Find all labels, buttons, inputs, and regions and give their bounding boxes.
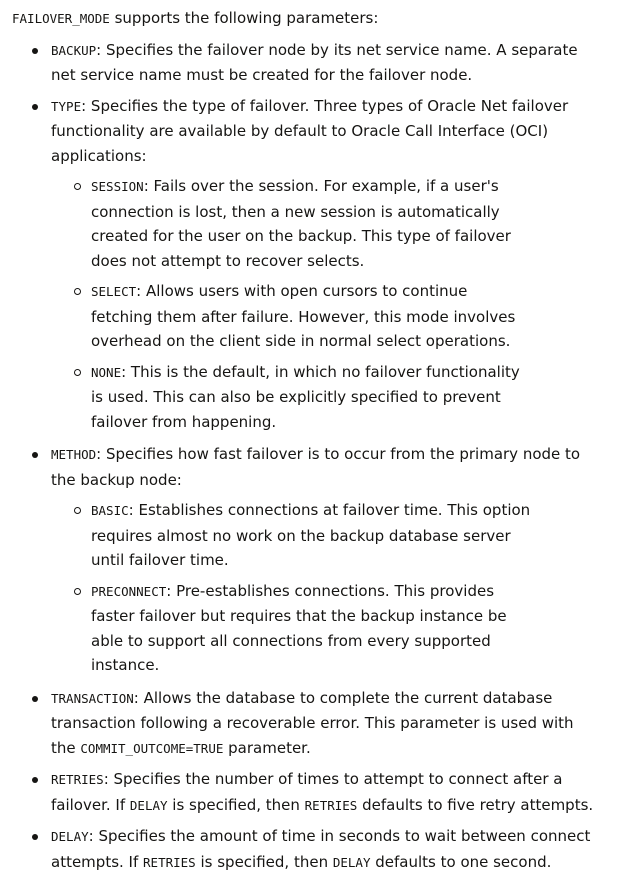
select-description: : Allows users with open cursors to continue fetching them after failure. However, this mode involves overhead on the client side in normal select operations. (91, 282, 516, 350)
list-item-session (91, 174, 531, 273)
transaction-code: TRANSACTION (51, 690, 134, 706)
list-item-backup (51, 38, 602, 88)
commit-outcome-code: COMMIT_OUTCOME=TRUE (80, 740, 224, 756)
failover-mode-code: FAILOVER_MODE (12, 11, 110, 26)
intro-paragraph (12, 6, 602, 32)
session-description: : Fails over the session. For example, if a user's connection is lost, then a new session is automatically created for the user on the backup. This type of failover does not attempt to recover selects. (91, 177, 511, 270)
transaction-description: : Allows the database to complete the current database transaction following a recoverable error. This parameter is used with the (51, 688, 574, 757)
type-sublist (51, 174, 602, 434)
list-item-transaction (51, 686, 602, 762)
method-description: : Specifies how fast failover is to occur from the primary node to the backup node: (51, 445, 581, 489)
delay-retries-code: RETRIES (143, 854, 196, 870)
basic-description: : Establishes connections at failover time. This option requires almost no work on the backup database server until failover time. (91, 501, 531, 569)
retries-retries-code: RETRIES (304, 797, 358, 813)
basic-code: BASIC (91, 503, 129, 518)
delay-code: DELAY (51, 829, 89, 844)
intro-text: supports the following parameters: (109, 9, 379, 27)
list-item-none (91, 360, 531, 435)
method-sublist (51, 498, 602, 678)
backup-code: BACKUP (51, 42, 97, 58)
delay-description: : Specifies the amount of time in seconds to wait between connect attempts. If (51, 827, 591, 871)
list-item-select (91, 279, 531, 354)
select-code: SELECT (91, 284, 137, 299)
preconnect-description: : Pre-establishes connections. This provides faster failover but requires that the backup instance be able to support all connections from every supported instance. (91, 581, 507, 674)
type-description: : Specifies the type of failover. Three types of Oracle Net failover functionality are available by default to Oracle Call Interface (OCI) applications: (51, 96, 569, 165)
list-item-retries (51, 767, 602, 818)
list-item-delay (51, 824, 602, 875)
delay-description-end: defaults to one second. (370, 852, 552, 871)
type-code: TYPE (51, 98, 82, 114)
list-item-preconnect (91, 579, 531, 678)
transaction-description-end: parameter. (223, 738, 311, 757)
delay-description-mid: is specified, then (195, 852, 333, 871)
list-item-method (51, 442, 602, 678)
none-description: : This is the default, in which no failover functionality is used. This can also be explicitly specified to prevent failover from happening. (91, 362, 520, 431)
list-item-basic (91, 498, 531, 573)
parameter-list (12, 38, 602, 876)
preconnect-code: PRECONNECT (91, 583, 167, 599)
retries-description-end: defaults to five retry attempts. (357, 795, 594, 814)
retries-code: RETRIES (51, 772, 104, 787)
retries-description: : Specifies the number of times to attempt to connect after a failover. If (51, 770, 563, 814)
delay-delay-code: DELAY (332, 854, 371, 870)
retries-delay-code: DELAY (129, 797, 168, 813)
list-item-type (51, 94, 602, 435)
method-code: METHOD (51, 447, 97, 462)
retries-description-mid: is specified, then (167, 795, 305, 814)
none-code: NONE (91, 364, 122, 380)
backup-description: : Specifies the failover node by its net service name. A separate net service name must be created for the failover node. (51, 40, 578, 84)
session-code: SESSION (91, 179, 144, 194)
